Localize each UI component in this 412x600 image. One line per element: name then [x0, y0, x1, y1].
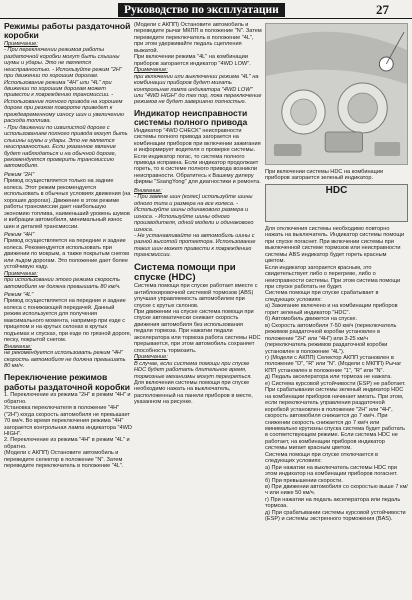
dashboard-illustration: [266, 24, 407, 164]
hdc-conditions-intro: Система помощи при спуске срабатывает в следующих условиях:: [265, 290, 379, 303]
hdc-off-conditions-intro: Система помощи при спуске отключается в следующих условиях:: [265, 451, 379, 465]
column-1: [4, 22, 132, 598]
col2-note2-text: В случае, если система помощи при спуске HDC будет работать длительное время, тормозные механизмы могут перегреться.: [134, 360, 252, 380]
mode-2h-title: Режим "2Н": [4, 171, 35, 178]
hdc-condition-d: г) (Модели с АКПП) Селектор АКПП установлен в положение "D", "R" или "N". (Модели с МКПП) Рычаг КПП установлен в положение "1", "R" или "N".: [265, 354, 402, 374]
col2-warning-text-b: - Не устанавливайте на автомобиль шины с разной высотой протектора. Использование таких шин может привести к повреждению трансмиссии.: [134, 232, 256, 259]
warning-label: Внимание:: [4, 343, 32, 350]
switch-1-text: Установка переключателя в положение "4Н" ("2Н") когда скорость автомобиля не превышает 70 км/ч. Во время переключения режима "4H" загорается контрольная лампа индикатора "4WD HIGH".: [4, 405, 132, 437]
mode-4l-text: Привод осуществляется на передние и задние колеса с понижающей передачей. Данный режим используется для получения максимального момента, например при езде с прицепом и на крутых склонах в крутых подъемах и спусках, при езде по грязной дороге, песку, покрытой снегом.: [4, 298, 132, 344]
col2-top-text-b: При включении режима "4L" на комбинации приборов загорается индикатор "4WD LOW".: [134, 54, 251, 67]
note2-label: Примечание:: [4, 270, 38, 277]
mode-2h-text: Привод осуществляется только на задние колеса. Этот режим рекомендуется использовать в обычных условиях движения (на хороших дорогах). Движение в этом режиме работы трансмиссии дает наибольшую экономию топлива, наименьший уровень шумов и вибрации автомобиля, минимальный износ шин и деталей трансмиссии.: [4, 178, 131, 230]
heading-hdc: Система помощи при спуске (HDC): [134, 261, 236, 283]
hdc-condition-e: д) Педаль акселератора или тормоза не нажата.: [265, 374, 392, 381]
hdc-text-b: При движении на спуске система помощи при спуске автоматически снижает скорость движения автомобиля без использования педали тормоза. При нажатии педали акселератора или тормоза работа системы HDC прерывается, при этом автомобиль сохраняет способность тормозить.: [134, 308, 261, 354]
page-header: [0, 0, 412, 19]
col2-warning-text: - При замене шин (колес) используйте шины одного типа и размера на все колеса. - Используйте шины одинакового размера и износа. - Используйте шины одного производителя, одной модели и одинакового износа.: [134, 194, 254, 233]
hdc-off-condition-e: д) При срабатывании системы курсовой устойчивости (ESP) и системы экстренного торможения (BAS).: [265, 509, 406, 523]
mode-4h-title: Режим "4Н": [4, 231, 35, 238]
col2-warning-label: Внимание:: [134, 187, 162, 194]
hdc-off-condition-c: в) При движении автомобиля со скоростью выше 7 км/ч или ниже 50 км/ч.: [265, 484, 408, 497]
hdc-condition-a: а) Зажигание включено и на комбинации приборов горит зеленый индикатор "HDC".: [265, 303, 398, 316]
column-3: [265, 22, 408, 598]
mode-4l-title: Режим "4L": [4, 292, 34, 299]
hdc-off-condition-a: а) При нажатии на выключатель системы HDC при этом индикатор на комбинации приборов погаснет.: [265, 464, 398, 478]
header-title: Руководство по эксплуатации: [118, 3, 285, 17]
switch-1-title: 1. Переключение из режима "2Н" в режим "4Н" и обратно.: [4, 392, 131, 405]
col3-top-text: При включении системы HDC на комбинации приборов загорается зеленый индикатор.: [265, 169, 384, 182]
col2-note2-label: Примечание:: [134, 354, 168, 361]
heading-transfer-modes: Режимы работы раздаточной коробки: [4, 22, 131, 41]
hdc-condition-c: в) Скорость автомобиля 7-50 км/ч (переключатель режимов раздаточной коробки установлен в положение "2Н" или "4Н") или 3-25 км/ч (переключатель режимов раздаточной коробки установлен в положение "4L").: [265, 322, 397, 355]
note-text-b: - При движении по извилистой дороге с использованием полного привода могут быть слышны шумы и удары. Это не является неисправностью. Если указанное явление будет наблюдаться и на обычной дороге, рекомендуется проверить трансмиссию автомобиля.: [4, 124, 128, 170]
dashboard-photo: [265, 23, 408, 165]
header-left-bar: [0, 3, 70, 17]
note-label: Примечание:: [4, 40, 38, 47]
col2-note-text: при включении или выключении режима "4L" на комбинации приборов будет мигать контрольная лампа индикатора "4WD LOW" или "4WD HIGH" до тех пор, пока переключение режимов не будет завершено полностью.: [134, 73, 262, 106]
col2-note-label: Примечание:: [134, 67, 168, 74]
header-rule: [0, 18, 412, 19]
hdc-off-condition-d: г) При нажатии на педаль акселератора или педаль тормоза.: [265, 496, 401, 510]
column-2: [134, 22, 262, 598]
switch-2-title: 2. Переключение из режима "4Н" в режим "4L" и обратно.: [4, 437, 130, 450]
hdc-work-text: При срабатывании системы зеленый индикатор HDC на комбинации приборов начинает мигать. При этом, если переключатель управления раздаточной коробкой установлен в положение "2Н" или "4Н", скорость автомобиля снижается до 7 км/ч. При снижении скорость снижается до 7 км/ч или минимально крутизны спуска система будет работать в соответствующем режиме. Если система HDC не работает, на комбинации приборов индикатор системы мигает красным цветом.: [265, 387, 406, 452]
hdc-condition-b: б) Автомобиль движется на спуске.: [265, 316, 358, 323]
note2-text: при использовании этого режима скорость автомобиля не должна превышать 80 км/ч.: [4, 277, 121, 290]
heading-switching: Переключение режимов работы раздаточной коробки: [4, 372, 131, 392]
hdc-condition-f: е) Система курсовой устойчивости (ESP) не работает.: [265, 380, 406, 387]
hdc-switch-image: [265, 184, 408, 222]
heading-4wd-indicator: Индикатор неисправности системы полного привода: [134, 107, 248, 128]
hdc-off-condition-b: б) При превышении скорости.: [265, 477, 343, 484]
mode-4h-text: Привод осуществляется на передние и задние колеса. Рекомендуется использовать при движении по мокрым, а также покрытым снегом или льдом дорогам. Это положение дает более устойчивую езду.: [4, 238, 129, 271]
warning-text: не рекомендуется использовать режим "4Н" скорость автомобиля не должна превышать 80 км/ч.: [4, 350, 126, 370]
hdc-text: Система помощи при спуске работает вместе с антиблокировочной системой тормозов (ABS) улучшая управляемость автомобилем при спуске с крутых склонов.: [134, 283, 258, 309]
page-number: 27: [376, 2, 389, 17]
indicator-text: Индикатор "4WD CHECK" неисправности системы полного привода загорается на комбинации приборов при включении зажигания и информирует водителя о проверке системы. Если индикатор погас, то система полного привода исправна. Если индикатор продолжает гореть, то в системе полного привода возникли неисправности. Обратитесь к Вашему дилеру фирмы "SsangYong" для диагностики и ремонта.: [134, 127, 261, 186]
hdc-warning-text: Если индикатор загорается красным, это свидетельствует либо о перегреве, либо о неисправности системы. При этом система помощи при спуске работать не будет.: [265, 264, 401, 290]
hdc-text-c: Для включения системы помощи при спуске необходимо нажать на выключатель, расположенный на панели приборов в месте, указанном на рисунке.: [134, 379, 253, 406]
hdc-switch-label: HDC: [325, 184, 348, 196]
note-text: - При переключении режимов работы раздаточной коробки могут быть слышны шумы и удары. Это не является неисправностью. - Используйте режим "2Н" при движении по хорошим дорогам. Использование режима "4Н" или "4L" при движении по хорошим дорогам может привести к повреждению трансмиссии. - Использование полного привода на хорошем дороге при резком повороте приведет к преждевременному износу шин и увеличению расхода топлива.: [4, 47, 124, 125]
hdc-off-text: Для отключения системы необходимо повторно нажать на выключатель. Индикатор системы помощи при спуске погаснет. При включении системы при выключенной системе тормозов или неисправности системы ABS индикатор будет гореть красным цветом.: [265, 225, 405, 265]
col2-top-text: (Модели с АКПП) Остановите автомобиль и переведите рычаг МКПП в положение "N". Затем переведите переключатель в положение "4L", при этом удерживайте педаль сцепления выжатой.: [134, 22, 262, 54]
switch-2-text: (Модели с АКПП) Остановите автомобиль и переведите селектор в положение "N". Затем переведите переключатель в положение "4L".: [4, 450, 124, 470]
